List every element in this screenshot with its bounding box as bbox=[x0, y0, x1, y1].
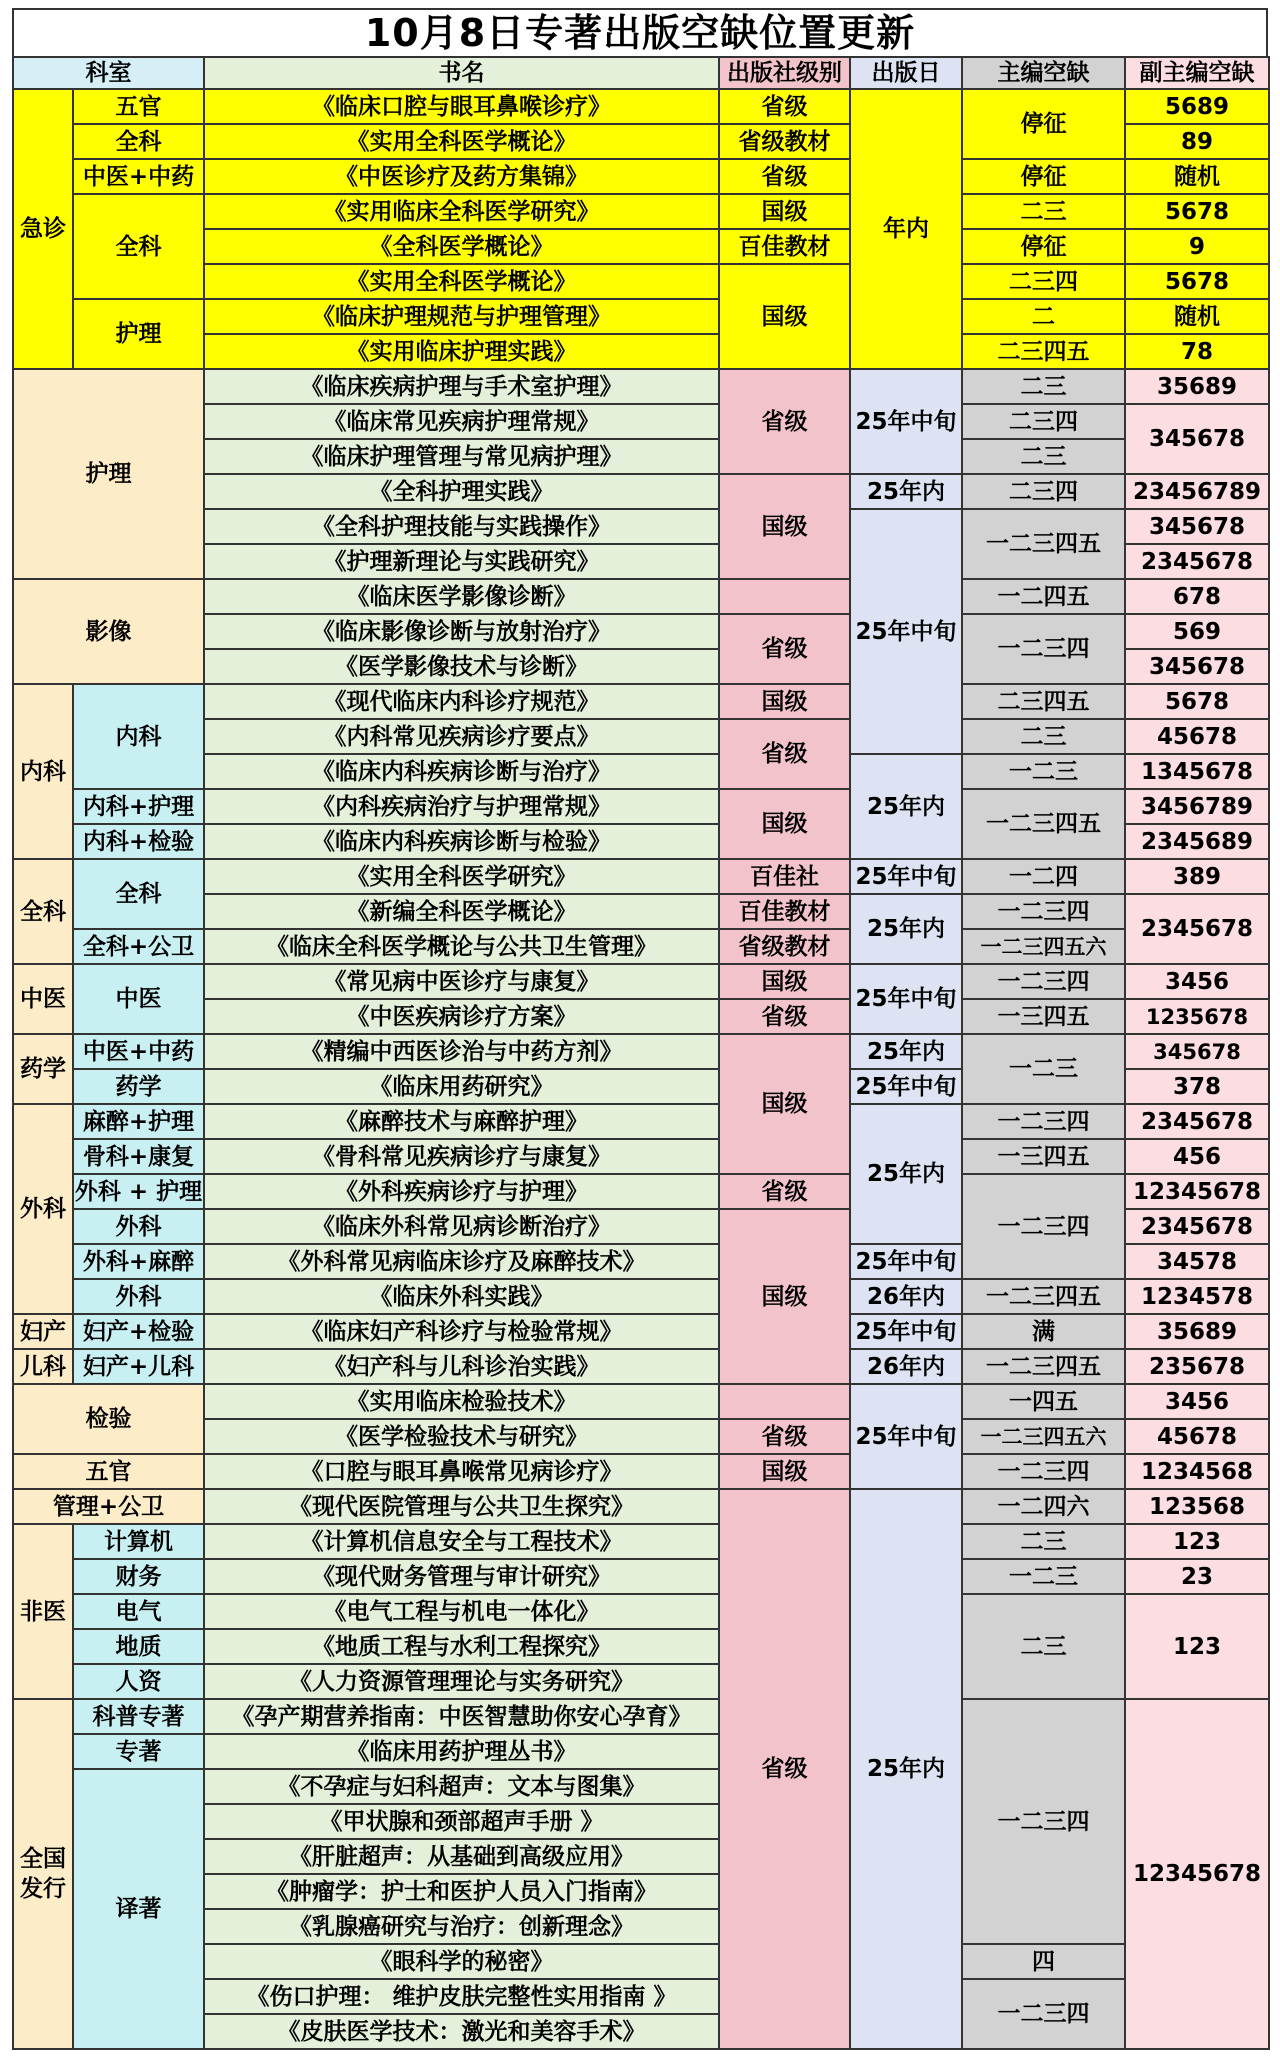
press-cell: 省级 bbox=[719, 369, 850, 474]
table-row bbox=[13, 1104, 1269, 1139]
subdept-cell: 护理 bbox=[73, 299, 204, 369]
book-cell: 《临床内科疾病诊断与检验》 bbox=[204, 824, 719, 859]
dept-cell: 五官 bbox=[13, 1454, 204, 1489]
subdept-cell: 电气 bbox=[73, 1594, 204, 1629]
deputy-cell: 345678 bbox=[1125, 404, 1269, 474]
subdept-cell: 内科+检验 bbox=[73, 824, 204, 859]
subdept-cell: 麻醉+护理 bbox=[73, 1104, 204, 1139]
book-cell: 《临床用药护理丛书》 bbox=[204, 1734, 719, 1769]
book-cell: 《孕产期营养指南：中医智慧助你安心孕育》 bbox=[204, 1699, 719, 1734]
header-press: 出版社级别 bbox=[719, 57, 850, 89]
book-cell: 《肝脏超声：从基础到高级应用》 bbox=[204, 1839, 719, 1874]
date-cell: 25年中旬 bbox=[850, 1314, 962, 1349]
chief-cell: 一三四五 bbox=[962, 1139, 1125, 1174]
book-cell: 《护理新理论与实践研究》 bbox=[204, 544, 719, 579]
book-cell: 《现代临床内科诊疗规范》 bbox=[204, 684, 719, 719]
press-cell: 国级 bbox=[719, 1034, 850, 1174]
deputy-cell: 2345678 bbox=[1125, 544, 1269, 579]
deputy-cell: 2345689 bbox=[1125, 824, 1269, 859]
date-cell: 25年中旬 bbox=[850, 369, 962, 474]
chief-cell: 一二三四五六 bbox=[962, 929, 1125, 964]
table-row bbox=[13, 1454, 1269, 1489]
subdept-cell: 五官 bbox=[73, 89, 204, 124]
deputy-cell: 2345678 bbox=[1125, 1104, 1269, 1139]
book-cell: 《新编全科医学概论》 bbox=[204, 894, 719, 929]
header-row bbox=[13, 57, 1269, 89]
deputy-cell: 随机 bbox=[1125, 299, 1269, 334]
chief-cell: 二三 bbox=[962, 369, 1125, 404]
table-row bbox=[13, 964, 1269, 999]
deputy-cell: 12345678 bbox=[1125, 1174, 1269, 1209]
subdept-cell: 内科 bbox=[73, 684, 204, 789]
deputy-cell: 1345678 bbox=[1125, 754, 1269, 789]
deputy-cell: 569 bbox=[1125, 614, 1269, 649]
deputy-cell: 45678 bbox=[1125, 719, 1269, 754]
table-row bbox=[13, 369, 1269, 404]
chief-cell: 二三四 bbox=[962, 474, 1125, 509]
date-cell: 25年中旬 bbox=[850, 1384, 962, 1489]
chief-cell: 一二三四 bbox=[962, 894, 1125, 929]
subdept-cell: 科普专著 bbox=[73, 1699, 204, 1734]
deputy-cell: 随机 bbox=[1125, 159, 1269, 194]
chief-cell: 一二三四五 bbox=[962, 1349, 1125, 1384]
dept-cell: 影像 bbox=[13, 579, 204, 684]
press-cell: 国级 bbox=[719, 474, 850, 579]
table-row bbox=[13, 159, 1269, 194]
chief-cell: 二三 bbox=[962, 719, 1125, 754]
table-row bbox=[13, 1524, 1269, 1559]
book-cell: 《实用全科医学研究》 bbox=[204, 859, 719, 894]
deputy-cell: 89 bbox=[1125, 124, 1269, 159]
book-cell: 《皮肤医学技术：激光和美容手术》 bbox=[204, 2014, 719, 2049]
book-cell: 《外科疾病诊疗与护理》 bbox=[204, 1174, 719, 1209]
book-cell: 《不孕症与妇科超声：文本与图集》 bbox=[204, 1769, 719, 1804]
deputy-cell: 1234578 bbox=[1125, 1279, 1269, 1314]
chief-cell: 一三四五 bbox=[962, 999, 1125, 1034]
chief-cell: 一二三四 bbox=[962, 1454, 1125, 1489]
table-row bbox=[13, 1489, 1269, 1524]
date-cell: 25年中旬 bbox=[850, 1069, 962, 1104]
dept-cell: 护理 bbox=[13, 369, 204, 579]
press-cell: 国级 bbox=[719, 789, 850, 859]
subdept-cell: 妇产+检验 bbox=[73, 1314, 204, 1349]
book-cell: 《现代医院管理与公共卫生探究》 bbox=[204, 1489, 719, 1524]
book-cell: 《肿瘤学：护士和医护人员入门指南》 bbox=[204, 1874, 719, 1909]
deputy-cell: 123 bbox=[1125, 1524, 1269, 1559]
table-row bbox=[13, 1174, 1269, 1209]
chief-cell: 一二三 bbox=[962, 754, 1125, 789]
chief-cell: 一二三四 bbox=[962, 614, 1125, 684]
chief-cell: 一二三 bbox=[962, 1559, 1125, 1594]
book-cell: 《临床常见疾病护理常规》 bbox=[204, 404, 719, 439]
chief-cell: 一二三四五 bbox=[962, 1279, 1125, 1314]
book-cell: 《外科常见病临床诊疗及麻醉技术》 bbox=[204, 1244, 719, 1279]
dept-cell: 外科 bbox=[13, 1104, 73, 1314]
dept-cell: 管理+公卫 bbox=[13, 1489, 204, 1524]
book-cell: 《人力资源管理理论与实务研究》 bbox=[204, 1664, 719, 1699]
deputy-cell: 389 bbox=[1125, 859, 1269, 894]
subdept-cell: 内科+护理 bbox=[73, 789, 204, 824]
deputy-cell: 23 bbox=[1125, 1559, 1269, 1594]
book-cell: 《临床口腔与眼耳鼻喉诊疗》 bbox=[204, 89, 719, 124]
subdept-cell: 骨科+康复 bbox=[73, 1139, 204, 1174]
subdept-cell: 财务 bbox=[73, 1559, 204, 1594]
deputy-cell: 35689 bbox=[1125, 1314, 1269, 1349]
book-cell: 《临床妇产科诊疗与检验常规》 bbox=[204, 1314, 719, 1349]
deputy-cell: 378 bbox=[1125, 1069, 1269, 1104]
book-cell: 《实用临床护理实践》 bbox=[204, 334, 719, 369]
press-cell: 国级 bbox=[719, 1209, 850, 1384]
dept-cell: 非医 bbox=[13, 1524, 73, 1699]
chief-cell: 一二三四五六 bbox=[962, 1419, 1125, 1454]
date-cell: 25年内 bbox=[850, 894, 962, 964]
chief-cell: 二 bbox=[962, 299, 1125, 334]
dept-cell: 儿科 bbox=[13, 1349, 73, 1384]
press-cell bbox=[719, 579, 850, 614]
book-cell: 《实用临床检验技术》 bbox=[204, 1384, 719, 1419]
chief-cell: 二三 bbox=[962, 439, 1125, 474]
deputy-cell: 235678 bbox=[1125, 1349, 1269, 1384]
date-cell: 25年内 bbox=[850, 1034, 962, 1069]
chief-cell: 停征 bbox=[962, 159, 1125, 194]
press-cell: 省级 bbox=[719, 1174, 850, 1209]
chief-cell: 满 bbox=[962, 1314, 1125, 1349]
book-cell: 《实用临床全科医学研究》 bbox=[204, 194, 719, 229]
deputy-cell: 3456 bbox=[1125, 1384, 1269, 1419]
deputy-cell: 2345678 bbox=[1125, 894, 1269, 964]
header-chief: 主编空缺 bbox=[962, 57, 1125, 89]
chief-cell: 一二三四五 bbox=[962, 789, 1125, 859]
book-cell: 《临床用药研究》 bbox=[204, 1069, 719, 1104]
book-cell: 《麻醉技术与麻醉护理》 bbox=[204, 1104, 719, 1139]
book-cell: 《全科护理实践》 bbox=[204, 474, 719, 509]
subdept-cell: 外科 + 护理 bbox=[73, 1174, 204, 1209]
chief-cell: 一二四 bbox=[962, 859, 1125, 894]
chief-cell: 一二三四 bbox=[962, 1979, 1125, 2049]
subdept-cell: 人资 bbox=[73, 1664, 204, 1699]
table-row bbox=[13, 1314, 1269, 1349]
deputy-cell: 1234568 bbox=[1125, 1454, 1269, 1489]
book-cell: 《医学影像技术与诊断》 bbox=[204, 649, 719, 684]
press-cell: 百佳教材 bbox=[719, 894, 850, 929]
book-cell: 《内科常见疾病诊疗要点》 bbox=[204, 719, 719, 754]
deputy-cell: 5689 bbox=[1125, 89, 1269, 124]
chief-cell: 二三 bbox=[962, 1524, 1125, 1559]
date-cell: 25年中旬 bbox=[850, 509, 962, 754]
press-cell: 省级 bbox=[719, 999, 850, 1034]
deputy-cell: 12345678 bbox=[1125, 1699, 1269, 2049]
date-cell: 25年内 bbox=[850, 1489, 962, 2049]
table-row bbox=[13, 194, 1269, 229]
deputy-cell: 345678 bbox=[1125, 649, 1269, 684]
book-cell: 《全科护理技能与实践操作》 bbox=[204, 509, 719, 544]
press-cell: 百佳社 bbox=[719, 859, 850, 894]
press-cell: 省级 bbox=[719, 614, 850, 684]
dept-cell: 全科 bbox=[13, 859, 73, 964]
book-cell: 《临床全科医学概论与公共卫生管理》 bbox=[204, 929, 719, 964]
deputy-cell: 123568 bbox=[1125, 1489, 1269, 1524]
dept-cell: 检验 bbox=[13, 1384, 204, 1454]
dept-cell: 急诊 bbox=[13, 89, 73, 369]
deputy-cell: 345678 bbox=[1125, 509, 1269, 544]
chief-cell: 一二三四 bbox=[962, 964, 1125, 999]
subdept-cell: 全科 bbox=[73, 194, 204, 299]
table-row bbox=[13, 789, 1269, 824]
subdept-cell: 全科 bbox=[73, 124, 204, 159]
chief-cell: 一二三四五 bbox=[962, 509, 1125, 579]
deputy-cell: 5678 bbox=[1125, 194, 1269, 229]
book-cell: 《实用全科医学概论》 bbox=[204, 264, 719, 299]
deputy-cell: 345678 bbox=[1125, 1034, 1269, 1069]
deputy-cell: 5678 bbox=[1125, 264, 1269, 299]
chief-cell: 停征 bbox=[962, 229, 1125, 264]
chief-cell: 二三四五 bbox=[962, 684, 1125, 719]
table-row bbox=[13, 684, 1269, 719]
book-cell: 《电气工程与机电一体化》 bbox=[204, 1594, 719, 1629]
book-cell: 《临床护理管理与常见病护理》 bbox=[204, 439, 719, 474]
press-cell: 省级教材 bbox=[719, 124, 850, 159]
deputy-cell: 456 bbox=[1125, 1139, 1269, 1174]
chief-cell: 一二四五 bbox=[962, 579, 1125, 614]
table-row bbox=[13, 929, 1269, 964]
book-cell: 《口腔与眼耳鼻喉常见病诊疗》 bbox=[204, 1454, 719, 1489]
table-row bbox=[13, 579, 1269, 614]
dept-cell: 内科 bbox=[13, 684, 73, 859]
date-cell: 25年中旬 bbox=[850, 964, 962, 1034]
book-cell: 《乳腺癌研究与治疗：创新理念》 bbox=[204, 1909, 719, 1944]
table-row bbox=[13, 1384, 1269, 1419]
deputy-cell: 3456789 bbox=[1125, 789, 1269, 824]
press-cell: 省级 bbox=[719, 89, 850, 124]
book-cell: 《临床影像诊断与放射治疗》 bbox=[204, 614, 719, 649]
chief-cell: 停征 bbox=[962, 89, 1125, 159]
press-cell: 省级 bbox=[719, 719, 850, 789]
deputy-cell: 1235678 bbox=[1125, 999, 1269, 1034]
press-cell: 国级 bbox=[719, 684, 850, 719]
date-cell: 25年中旬 bbox=[850, 859, 962, 894]
dept-cell: 全国发行 bbox=[13, 1699, 73, 2049]
deputy-cell: 2345678 bbox=[1125, 1209, 1269, 1244]
deputy-cell: 3456 bbox=[1125, 964, 1269, 999]
book-cell: 《中医疾病诊疗方案》 bbox=[204, 999, 719, 1034]
header-deputy: 副主编空缺 bbox=[1125, 57, 1269, 89]
book-cell: 《内科疾病治疗与护理常规》 bbox=[204, 789, 719, 824]
table-row bbox=[13, 1349, 1269, 1384]
subdept-cell: 外科 bbox=[73, 1209, 204, 1244]
table-row bbox=[13, 1279, 1269, 1314]
chief-cell: 一二四六 bbox=[962, 1489, 1125, 1524]
subdept-cell: 专著 bbox=[73, 1734, 204, 1769]
press-cell: 国级 bbox=[719, 194, 850, 229]
book-cell: 《地质工程与水利工程探究》 bbox=[204, 1629, 719, 1664]
deputy-cell: 35689 bbox=[1125, 369, 1269, 404]
book-cell: 《常见病中医诊疗与康复》 bbox=[204, 964, 719, 999]
book-cell: 《医学检验技术与研究》 bbox=[204, 1419, 719, 1454]
header-dept: 科室 bbox=[13, 57, 204, 89]
press-cell: 国级 bbox=[719, 964, 850, 999]
header-book: 书名 bbox=[204, 57, 719, 89]
press-cell: 省级 bbox=[719, 1419, 850, 1454]
subdept-cell: 中医 bbox=[73, 964, 204, 1034]
sheet bbox=[12, 8, 1268, 2050]
dept-cell: 药学 bbox=[13, 1034, 73, 1104]
date-cell: 25年内 bbox=[850, 754, 962, 859]
deputy-cell: 78 bbox=[1125, 334, 1269, 369]
table-row bbox=[13, 1699, 1269, 1734]
date-cell: 年内 bbox=[850, 89, 962, 369]
subdept-cell: 计算机 bbox=[73, 1524, 204, 1559]
press-cell: 省级 bbox=[719, 159, 850, 194]
press-cell: 国级 bbox=[719, 264, 850, 369]
subdept-cell: 外科 bbox=[73, 1279, 204, 1314]
book-cell: 《眼科学的秘密》 bbox=[204, 1944, 719, 1979]
subdept-cell: 全科 bbox=[73, 859, 204, 929]
book-cell: 《精编中西医诊治与中药方剂》 bbox=[204, 1034, 719, 1069]
chief-cell: 二三四 bbox=[962, 264, 1125, 299]
book-cell: 《中医诊疗及药方集锦》 bbox=[204, 159, 719, 194]
table-row bbox=[13, 89, 1269, 124]
book-cell: 《实用全科医学概论》 bbox=[204, 124, 719, 159]
dept-cell: 中医 bbox=[13, 964, 73, 1034]
press-cell: 省级 bbox=[719, 1489, 850, 2049]
chief-cell: 二三四五 bbox=[962, 334, 1125, 369]
book-cell: 《临床护理规范与护理管理》 bbox=[204, 299, 719, 334]
subdept-cell: 药学 bbox=[73, 1069, 204, 1104]
chief-cell: 一二三四 bbox=[962, 1699, 1125, 1944]
date-cell: 26年内 bbox=[850, 1349, 962, 1384]
book-cell: 《临床医学影像诊断》 bbox=[204, 579, 719, 614]
chief-cell: 四 bbox=[962, 1944, 1125, 1979]
deputy-cell: 23456789 bbox=[1125, 474, 1269, 509]
vacancy-table bbox=[12, 56, 1270, 2050]
press-cell: 百佳教材 bbox=[719, 229, 850, 264]
deputy-cell: 123 bbox=[1125, 1594, 1269, 1699]
book-cell: 《临床疾病护理与手术室护理》 bbox=[204, 369, 719, 404]
deputy-cell: 5678 bbox=[1125, 684, 1269, 719]
chief-cell: 二三 bbox=[962, 1594, 1125, 1699]
header-date: 出版日 bbox=[850, 57, 962, 89]
book-cell: 《妇产科与儿科诊治实践》 bbox=[204, 1349, 719, 1384]
chief-cell: 一二三 bbox=[962, 1034, 1125, 1104]
subdept-cell: 外科+麻醉 bbox=[73, 1244, 204, 1279]
deputy-cell: 45678 bbox=[1125, 1419, 1269, 1454]
book-cell: 《现代财务管理与审计研究》 bbox=[204, 1559, 719, 1594]
subdept-cell: 中医+中药 bbox=[73, 1034, 204, 1069]
date-cell: 25年内 bbox=[850, 1104, 962, 1244]
page-title: 10月8日专著出版空缺位置更新 bbox=[12, 8, 1268, 56]
table-row bbox=[13, 1139, 1269, 1174]
table-row bbox=[13, 1034, 1269, 1069]
book-cell: 《临床外科实践》 bbox=[204, 1279, 719, 1314]
deputy-cell: 9 bbox=[1125, 229, 1269, 264]
book-cell: 《骨科常见疾病诊疗与康复》 bbox=[204, 1139, 719, 1174]
book-cell: 《临床外科常见病诊断治疗》 bbox=[204, 1209, 719, 1244]
book-cell: 《计算机信息安全与工程技术》 bbox=[204, 1524, 719, 1559]
book-cell: 《甲状腺和颈部超声手册 》 bbox=[204, 1804, 719, 1839]
date-cell: 25年中旬 bbox=[850, 1244, 962, 1279]
chief-cell: 一二三四 bbox=[962, 1174, 1125, 1279]
table-row bbox=[13, 1594, 1269, 1629]
press-cell: 国级 bbox=[719, 1454, 850, 1489]
chief-cell: 二三四 bbox=[962, 404, 1125, 439]
book-cell: 《伤口护理： 维护皮肤完整性实用指南 》 bbox=[204, 1979, 719, 2014]
chief-cell: 一四五 bbox=[962, 1384, 1125, 1419]
date-cell: 26年内 bbox=[850, 1279, 962, 1314]
chief-cell: 一二三四 bbox=[962, 1104, 1125, 1139]
press-cell bbox=[719, 1384, 850, 1419]
table-row bbox=[13, 1559, 1269, 1594]
chief-cell: 二三 bbox=[962, 194, 1125, 229]
subdept-cell: 译著 bbox=[73, 1769, 204, 2049]
deputy-cell: 34578 bbox=[1125, 1244, 1269, 1279]
table-row bbox=[13, 859, 1269, 894]
book-cell: 《全科医学概论》 bbox=[204, 229, 719, 264]
deputy-cell: 678 bbox=[1125, 579, 1269, 614]
subdept-cell: 全科+公卫 bbox=[73, 929, 204, 964]
press-cell: 省级教材 bbox=[719, 929, 850, 964]
table-row bbox=[13, 299, 1269, 334]
date-cell: 25年内 bbox=[850, 474, 962, 509]
subdept-cell: 地质 bbox=[73, 1629, 204, 1664]
subdept-cell: 妇产+儿科 bbox=[73, 1349, 204, 1384]
subdept-cell: 中医+中药 bbox=[73, 159, 204, 194]
dept-cell: 妇产 bbox=[13, 1314, 73, 1349]
book-cell: 《临床内科疾病诊断与治疗》 bbox=[204, 754, 719, 789]
